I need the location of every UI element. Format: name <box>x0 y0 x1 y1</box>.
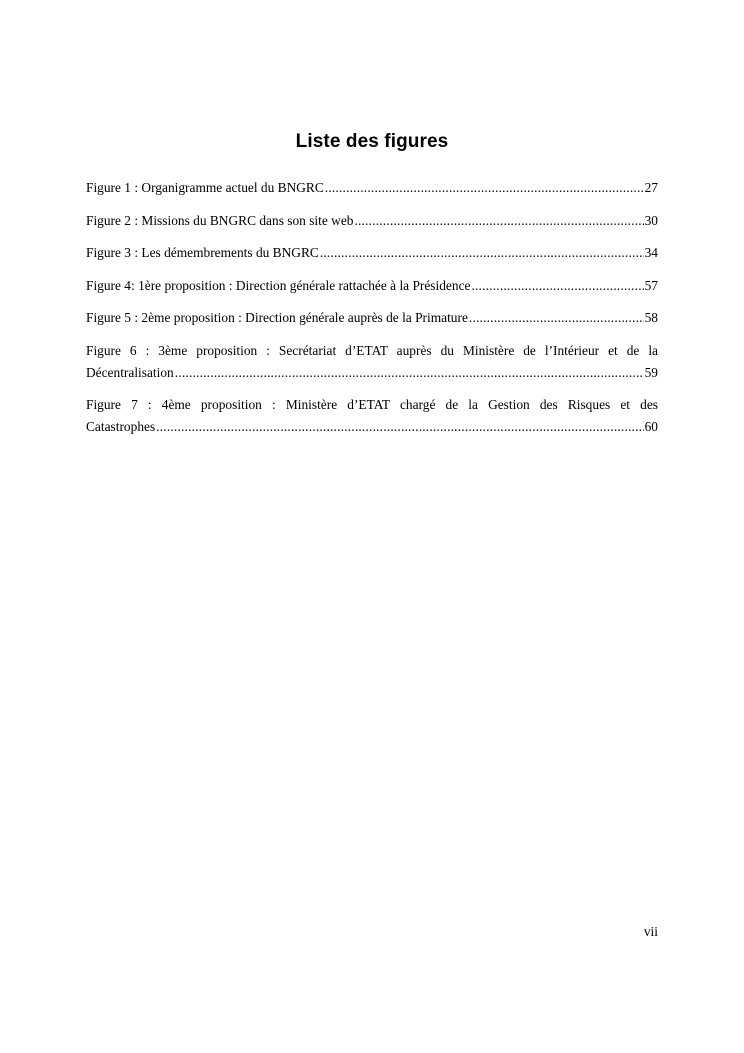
toc-leader-dots <box>471 276 643 295</box>
toc-entry-label-line1: Figure 7 : 4ème proposition : Ministère d’ETAT chargé de la Gestion des Risques et des <box>86 397 658 412</box>
toc-entry-label: Figure 5 : 2ème proposition : Direction générale auprès de la Primature <box>86 310 468 325</box>
toc-entry-label: Figure 2 : Missions du BNGRC dans son site web <box>86 212 354 228</box>
toc-leader-dots <box>469 308 644 327</box>
toc-entry-label-line1: Figure 6 : 3ème proposition : Secrétariat d’ETAT auprès du Ministère de l’Intérieur et de la <box>86 342 658 358</box>
toc-entry-page: 27 <box>644 180 658 195</box>
toc-entry-figure-1[interactable] <box>86 178 658 197</box>
toc-entry-figure-2[interactable] <box>86 211 658 230</box>
toc-entry-figure-5[interactable] <box>86 308 658 327</box>
page-number: vii <box>643 924 658 939</box>
toc-entry-page: 30 <box>644 212 658 228</box>
toc-entry-label-line2: Catastrophes <box>86 419 156 434</box>
toc-entry-page: 57 <box>644 277 658 293</box>
toc-entry-label-line2: Décentralisation <box>86 364 174 380</box>
toc-entry-figure-6[interactable] <box>86 341 658 382</box>
figure-list <box>86 178 658 450</box>
toc-entry-page: 60 <box>644 419 658 434</box>
toc-leader-dots <box>354 211 643 230</box>
toc-entry-label: Figure 1 : Organigramme actuel du BNGRC <box>86 180 324 195</box>
toc-entry-label: Figure 4: 1ère proposition : Direction générale rattachée à la Présidence <box>86 277 471 293</box>
toc-entry-figure-3[interactable] <box>86 243 658 262</box>
toc-entry-figure-7[interactable] <box>86 395 658 436</box>
page-title: Liste des figures <box>295 131 449 152</box>
toc-entry-page: 34 <box>644 245 658 260</box>
toc-leader-dots <box>325 178 644 197</box>
toc-entry-page: 58 <box>644 310 658 325</box>
toc-leader-dots <box>320 243 644 262</box>
toc-entry-label: Figure 3 : Les démembrements du BNGRC <box>86 245 319 260</box>
toc-leader-dots <box>175 363 644 382</box>
toc-leader-dots <box>156 417 643 436</box>
toc-entry-page: 59 <box>644 364 658 380</box>
toc-entry-figure-4[interactable] <box>86 276 658 295</box>
